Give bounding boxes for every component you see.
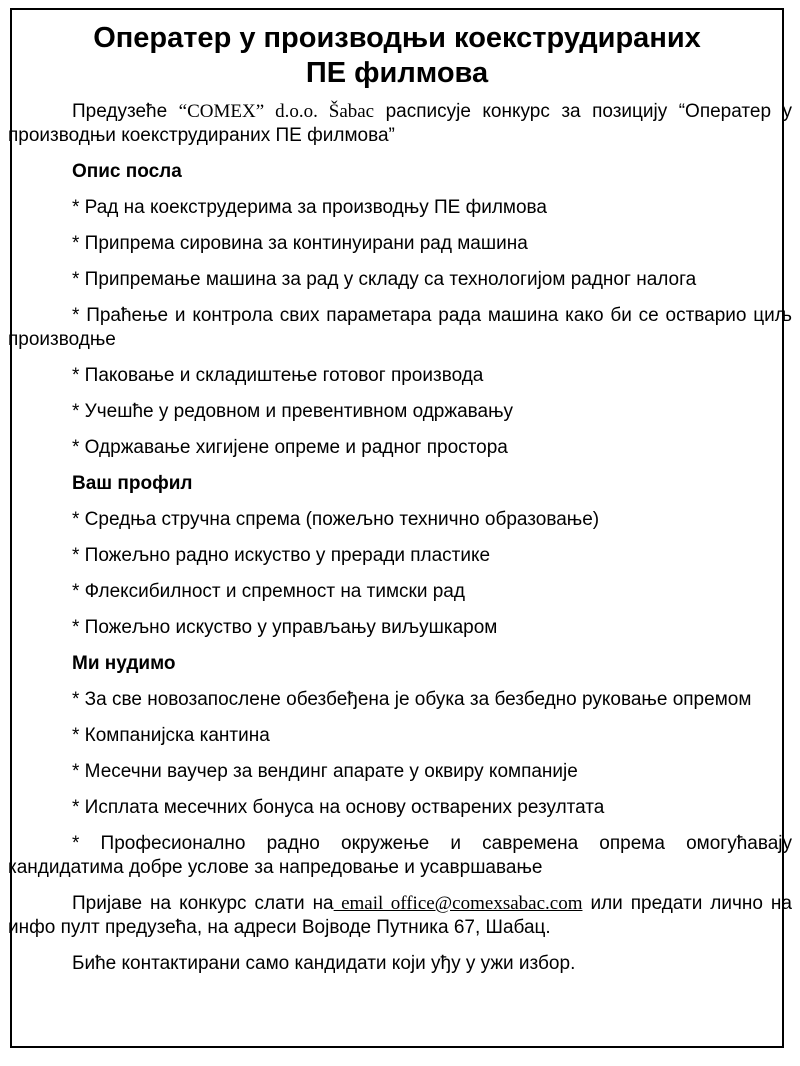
profile-item: * Флексибилност и спремност на тимски рад bbox=[72, 581, 465, 602]
job-description-item: * Паковање и складиштење готовог производа bbox=[72, 365, 484, 386]
email-link[interactable]: email office@comexsabac.com bbox=[333, 893, 583, 914]
intro-text-end: расписује конкурс за позицију “Оператер у производњи коекструдираних ПЕ филмова” bbox=[8, 101, 792, 146]
application-paragraph bbox=[8, 892, 792, 940]
job-description-item: * Праћење и контрола свих параметара рада машина како би се остварио циљ производње bbox=[8, 305, 792, 350]
company-name: “COMEX” d.o.o. Šabac bbox=[178, 101, 375, 122]
offer-item: * За све новозапослене обезбеђена је обука за безбедно руковање опремом bbox=[72, 689, 752, 710]
offer-item: * Исплата месечних бонуса на основу остварених резултата bbox=[72, 797, 605, 818]
profile-item: * Пожељно искуство у управљању виљушкаром bbox=[72, 617, 498, 638]
intro-text-start: Предузеће bbox=[72, 101, 179, 122]
job-description-item: * Одржавање хигијене опреме и радног простора bbox=[72, 437, 508, 458]
offer-item: * Професионално радно окружење и савремена опрема омогућавају кандидатима добре услове за напредовање и усавршавање bbox=[8, 833, 792, 878]
job-description-item: * Припрема сировина за континуирани рад машина bbox=[72, 233, 528, 254]
job-description-item: * Учешће у редовном и превентивном одржавању bbox=[72, 401, 514, 422]
offer-item: * Компанијска кантина bbox=[72, 725, 270, 746]
job-title-line-2: ПЕ филмова bbox=[305, 57, 489, 89]
section-heading-we-offer: Ми нудимо bbox=[72, 653, 176, 674]
closing-note: Биће контактирани само кандидати који уђу у ужи избор. bbox=[72, 953, 576, 974]
job-ad-content bbox=[8, 100, 792, 988]
application-text-end: или предати лично на инфо пулт предузећа, на адреси Војводе Путника 67, Шабац. bbox=[8, 893, 792, 938]
job-title bbox=[22, 21, 772, 91]
job-description-item: * Рад на коекструдерима за производњу ПЕ филмова bbox=[72, 197, 547, 218]
offer-item: * Месечни ваучер за вендинг апарате у оквиру компаније bbox=[72, 761, 578, 782]
intro-paragraph bbox=[8, 100, 792, 148]
section-heading-your-profile: Ваш профил bbox=[72, 473, 193, 494]
application-text-start: Пријаве на конкурс слати на bbox=[72, 893, 334, 914]
section-heading-job-description: Опис посла bbox=[72, 161, 182, 182]
profile-item: * Пожељно радно искуство у преради пластике bbox=[72, 545, 491, 566]
profile-item: * Средња стручна спрема (пожељно технично образовање) bbox=[72, 509, 600, 530]
job-title-line-1: Оператер у производњи коекструдираних bbox=[93, 22, 701, 54]
job-description-item: * Припремање машина за рад у складу са технологијом радног налога bbox=[72, 269, 697, 290]
